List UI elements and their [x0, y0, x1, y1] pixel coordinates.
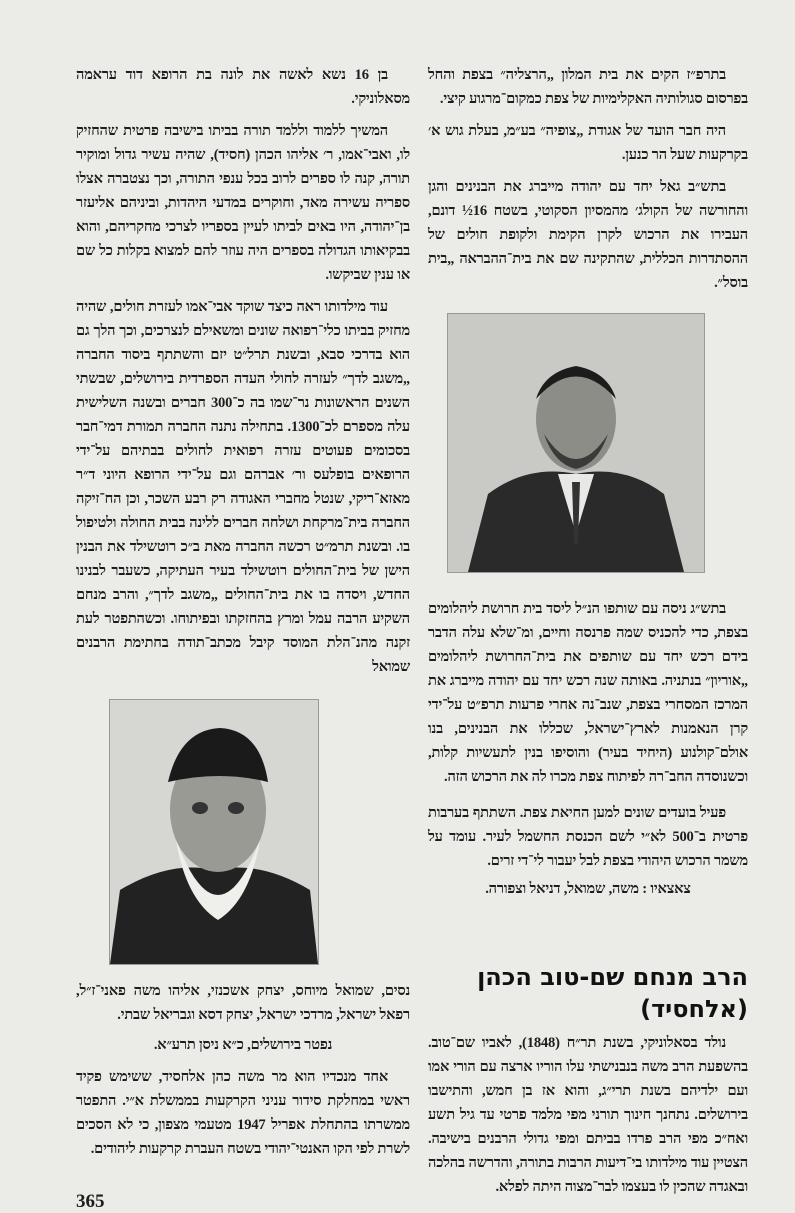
- paragraph: בתש״ב גאל יחד עם יהודה מייברג את הבנינים והגן והחורשה של הקולג׳ מהמסיון הסקוטי, בשטח 16½ דונם, העבירו את הרכוש לקרן הקימת ולקופת חולים של ההסתדרות הכללית, שהתקינה שם את בית־ההבראה „בית בוסל״.: [428, 179, 748, 291]
- paragraph: המשיך ללמוד וללמד תורה בביתו בישיבה פרטית שהחזיק לו, ואבי־אמו, ר׳ אליהו הכהן (חסיד), שהיה עשיר גדול ומוקיר תורה, קנה לו ספרים לרוב בכל ענפי התורה, וכך נצטברה אצלו ספריה עשירה מאד, וחוקרים במדעי היהדות, וביניהם אליעזר בן־יהודה, היו באים לביתו לעיין בספריו לצרכי מחקריהם, והוא בבקיאותו הגדולה בספרים היה עוזר להם למצוא בקלות כל שם או ענין שביקשו.: [76, 123, 410, 283]
- page-number: 365: [76, 1191, 105, 1212]
- left-column: [76, 63, 410, 1213]
- paragraph: נולד בסאלוניקי, בשנת תר״ח (1848), לאביו שם־טוב. בהשפעת הרב משה בנבנישתי עלו הוריו ארצה עם הורי אמו ועם ילדיהם בשנת תרי״ג, והוא אז בן חמש, והתישבו בירושלים. נתחנך חינוך תורני מפי מלמד פרטי עד גיל תשע ואח״כ מפי הרב פרדו בביתם ומפי גדולי הרבנים בישיבה. הצטיין עוד מילדותו בי־דיעות הרבות בתורה, והדרשה בהלכה ובאגדה שהכין לו בעצמו לבר־מצוה היתה לפלא.: [428, 1035, 748, 1195]
- death-note: נפטר בירושלים, כ״א ניסן תרע״א.: [153, 1037, 333, 1053]
- left-column-top: [76, 63, 410, 679]
- paragraph: אחד מנכדיו הוא מר משה כהן אלחסיד, ששימש פקיד ראשי במחלקת סידור עניני הקרקעות בממשלת א״י. התפטר ממשרתו בהתחלת אפריל 1947 מטעמי מצפון, כי לא הסכים לשרת לפי הקו האנטי־יהודי בשטח העברת קרקעות ליהודים.: [76, 1069, 410, 1157]
- paragraph: בתרפ״ז הקים את בית המלון „הרצליה״ בצפת והחל בפרסום סגולותיה האקלימיות של צפת כמקום־מרגוע קיצי.: [428, 67, 748, 107]
- paragraph: בתש״ג ניסה עם שותפו הנ״ל ליסד בית חרושת ליהלומים בצפת, כדי להכניס שמה פרנסה וחיים, ומ־שלא עלה הדבר בידם רכש יחד עם שותפים את בית־החרושת ליהלומים „אוריון״ בנתניה. באותה שנה רכש יחד עם יהודה מייברג את המרכז המסחרי בצפת, שנב־נה אחרי פרעות תרפ״ט על־ידי קרן הנאמנות לארץ־ישראל, שכללו את הבנינים, בנו אולם־קולנוע (היחיד בעיר) והוסיפו בנין לתעשיות קלות, וכשנוסדה החב־רה לפיתוח צפת מכרו לה את הרכוש הזה.: [428, 601, 748, 785]
- paragraph: פעיל בועדים שונים למען החיאת צפת. השתתף בערבות פרטית ב־500 לא״י לשם הכנסת החשמל לעיר. עומד על משמר הרכוש היהודי בצפת לבל יעבור לי־די זרים.: [428, 805, 748, 869]
- portrait-photo-man-suit: [447, 313, 705, 573]
- right-column-bottom: [428, 597, 748, 901]
- left-column-bottom: [76, 979, 410, 1161]
- paragraph: עוד מילדותו ראה כיצד שוקד אבי־אמו לעזרת חולים, שהיה מחזיק בביתו כלי־רפואה שונים ומשאילם לנצרכים, וכך הלך גם הוא בדרכי סבא, ובשנת תרל״ט יזם והשתתף ביסוד החברה „משגב לדך״ לעזרה לחולי העדה הספרדית בירושלים, שבשתי השנים הראשונות נר־שמו בה כ־300 חברים ובשנה השלישית עלה מספרם לכ־1300. בתחילה נתנה החברה תמורת דמי־חבר בסכומים פעוטים עזרה רפואית לחולים בבתיהם על־ידי הרופאים בופלעס ור׳ אברהם וגם על־ידי הרופא היוני ד״ר מאזא־ריקי, שנטל מחברי האגודה רק רבע השכר, וכן הח־זיקה החברה בית־מרקחת ושלחה חברים ללינה בבית החולה ולטיפול בו. ובשנת תרמ״ט רכשה החברה מאת ב״כ רוטשילד את הבנין הישן של בית־החולים רוטשילד בעיר העתיקה, כשעבר לבנינו החדש, ויסדה בו את בית־החולים „משגב לדך״, והרב מנחם השקיע הרבה עמל ומרץ בהחזקתו ובפיתוחו. וכשהתפטר לעת זקנה מהנ־הלת המוסד קיבל מכתב־תודה בחתימת הרבנים שמואל: [76, 299, 410, 675]
- right-column: [428, 63, 748, 1199]
- portrait-photo-rabbi: [109, 699, 319, 965]
- paragraph: היה חבר הועד של אגודת „צופיה״ בע״מ, בעלת גוש א׳ בקרקעות שעל הר כנען.: [428, 123, 748, 163]
- paragraph: נסים, שמואל מיוחס, יצחק אשכנזי, אליהו משה פאני־ז״ל, רפאל ישראל, מרדכי ישראל, יצחק דסא וגבריאל שבתי.: [76, 983, 410, 1023]
- descendants-line: צאצאיו : משה, שמואל, דניאל וצפורה.: [485, 881, 691, 897]
- article-bio: [428, 1031, 748, 1199]
- right-column-top: [428, 63, 748, 295]
- article-title: הרב מנחם שם-טוב הכהן (אלחסיד): [477, 963, 748, 1023]
- paragraph: בן 16 נשא לאשה את לונה בת הרופא דוד עראמה מסאלוניקי.: [76, 67, 410, 107]
